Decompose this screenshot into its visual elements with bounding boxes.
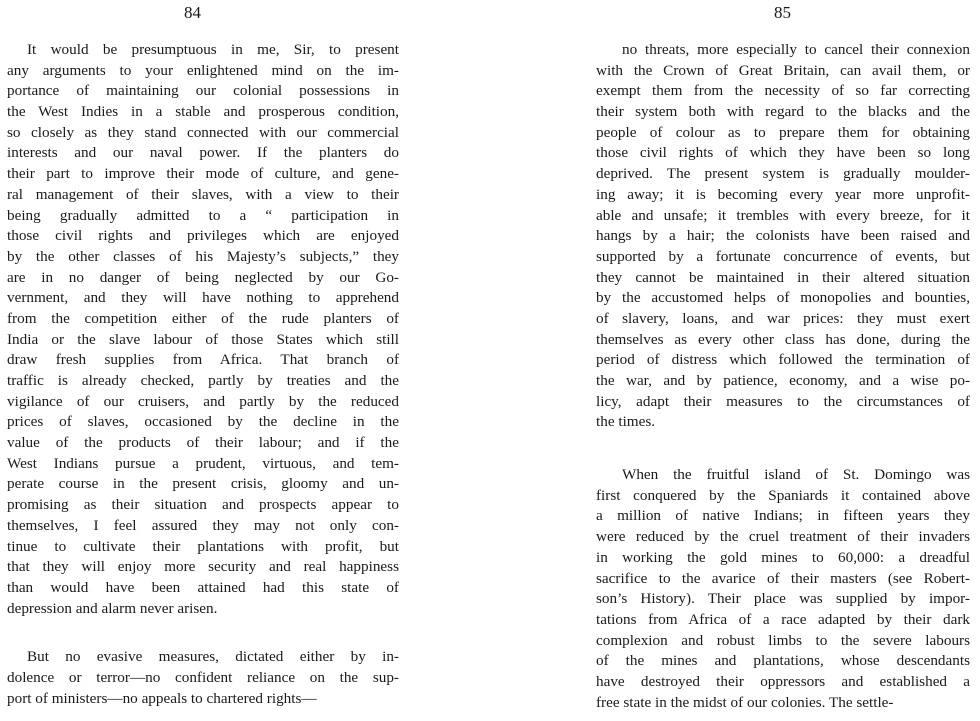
text-line: from the competition either of the rude planters of xyxy=(7,309,399,327)
text-line: no threats, more especially to cancel their connexion xyxy=(622,41,970,58)
text-line: port of ministers—no appeals to chartered rights— xyxy=(7,689,317,707)
text-line: West Indians pursue a prudent, virtuous, and tem- xyxy=(7,454,399,472)
text-line: that they will enjoy more security and real happiness xyxy=(7,558,399,576)
text-line: It would be presumptuous in me, Sir, to present xyxy=(27,41,399,58)
text-line: But no evasive measures, dictated either by in- xyxy=(27,648,399,666)
right-page-text xyxy=(596,40,970,713)
text-line: tations from Africa of a race adapted by their dark xyxy=(596,610,970,628)
text-line: themselves as every other class has done, during the xyxy=(596,330,970,348)
text-line: vigilance of our cruisers, and partly by the reduced xyxy=(7,392,399,410)
text-line: the war, and by patience, economy, and a wise po- xyxy=(596,372,970,389)
text-line: When the fruitful island of St. Domingo was xyxy=(622,466,970,484)
text-line: dolence or terror—no confident reliance on the sup- xyxy=(7,668,399,686)
text-line: the West Indies in a stable and prosperous condition, xyxy=(7,103,399,121)
text-line: first conquered by the Spaniards it contained above xyxy=(596,486,970,504)
text-line: traffic is already checked, partly by treaties and the xyxy=(7,372,399,389)
text-line: than would have been attained had this state of xyxy=(7,578,399,596)
text-line: people of colour as to prepare them for obtaining xyxy=(596,123,970,141)
text-line: their system both with regard to the blacks and the xyxy=(596,103,970,121)
text-line: son’s History). Their place was supplied by impor- xyxy=(596,590,970,608)
text-line: able and unsafe; it trembles with every breeze, for it xyxy=(596,206,970,224)
text-line: of slavery, loans, and war prices: they must exert xyxy=(596,309,970,327)
text-line: complexion and robust limbs to the severe labours xyxy=(596,631,970,649)
text-line: the times. xyxy=(596,413,656,431)
paragraph xyxy=(596,40,970,433)
paragraph xyxy=(7,40,399,619)
page-number-left: 84 xyxy=(184,3,201,22)
text-line: those civil rights of which they have been so long xyxy=(596,144,970,162)
text-line: ing away; it is becoming every year more unprofit- xyxy=(596,185,970,203)
text-line: exempt them from the necessity of so far correcting xyxy=(596,82,970,100)
text-line: depression and alarm never arisen. xyxy=(7,599,218,617)
text-line: themselves, I feel assured they may not only con- xyxy=(7,516,399,534)
text-line: free state in the midst of our colonies. The settle- xyxy=(596,693,894,711)
paragraph-gap xyxy=(7,619,399,647)
text-line: ral management of their slaves, with a view to their xyxy=(7,185,399,203)
text-line: being gradually admitted to a “ participation in xyxy=(7,206,399,224)
text-line: with the Crown of Great Britain, can avail them, or xyxy=(596,61,970,79)
text-line: perate course in the present crisis, gloomy and un- xyxy=(7,475,399,493)
text-line: their part to improve their mode of culture, and gene- xyxy=(7,165,399,183)
text-line: by the other classes of his Majesty’s subjects,” they xyxy=(7,247,399,265)
text-line: so closely as they stand connected with our commercial xyxy=(7,123,399,141)
page-number-right: 85 xyxy=(774,3,791,22)
paragraph-gap xyxy=(596,433,970,465)
left-page-text xyxy=(7,40,399,709)
text-line: those civil rights and privileges which are enjoyed xyxy=(7,227,399,245)
paragraph xyxy=(7,647,399,709)
text-line: sacrifice to the avarice of their masters (see Robert- xyxy=(596,569,970,587)
text-line: a million of native Indians; in fifteen years they xyxy=(596,507,970,525)
text-line: hangs by a hair; the colonists have been raised and xyxy=(596,227,970,245)
text-line: India or the slave labour of those States which still xyxy=(7,330,399,348)
text-line: tinue to cultivate their plantations with profit, but xyxy=(7,537,399,555)
text-line: in working the gold mines to 60,000: a dreadful xyxy=(596,548,970,566)
paragraph xyxy=(596,465,970,713)
text-line: supported by a fortunate concurrence of events, but xyxy=(596,247,970,265)
text-line: are in no danger of being neglected by our Go- xyxy=(7,268,399,286)
text-line: period of distress which followed the termination of xyxy=(596,351,970,369)
text-line: value of the products of their labour; and if the xyxy=(7,434,399,452)
text-line: any arguments to your enlightened mind on the im- xyxy=(7,61,399,79)
text-line: of the mines and plantations, whose descendants xyxy=(596,652,970,670)
text-line: were reduced by the cruel treatment of their invaders xyxy=(596,528,970,546)
text-line: interests and our naval power. If the planters do xyxy=(7,144,399,162)
text-line: licy, adapt their measures to the circumstances of xyxy=(596,392,970,410)
text-line: they cannot be maintained in their altered situation xyxy=(596,268,970,286)
text-line: promising as their situation and prospects appear to xyxy=(7,496,399,514)
text-line: draw fresh supplies from Africa. That branch of xyxy=(7,351,399,369)
text-line: portance of maintaining our colonial possessions in xyxy=(7,82,399,100)
text-line: deprived. The present system is gradually moulder- xyxy=(596,165,970,183)
text-line: prices of slaves, occasioned by the decline in the xyxy=(7,413,399,431)
text-line: by the accustomed helps of monopolies and bounties, xyxy=(596,289,970,307)
text-line: vernment, and they will have nothing to apprehend xyxy=(7,289,399,307)
text-line: have destroyed their oppressors and established a xyxy=(596,672,970,690)
